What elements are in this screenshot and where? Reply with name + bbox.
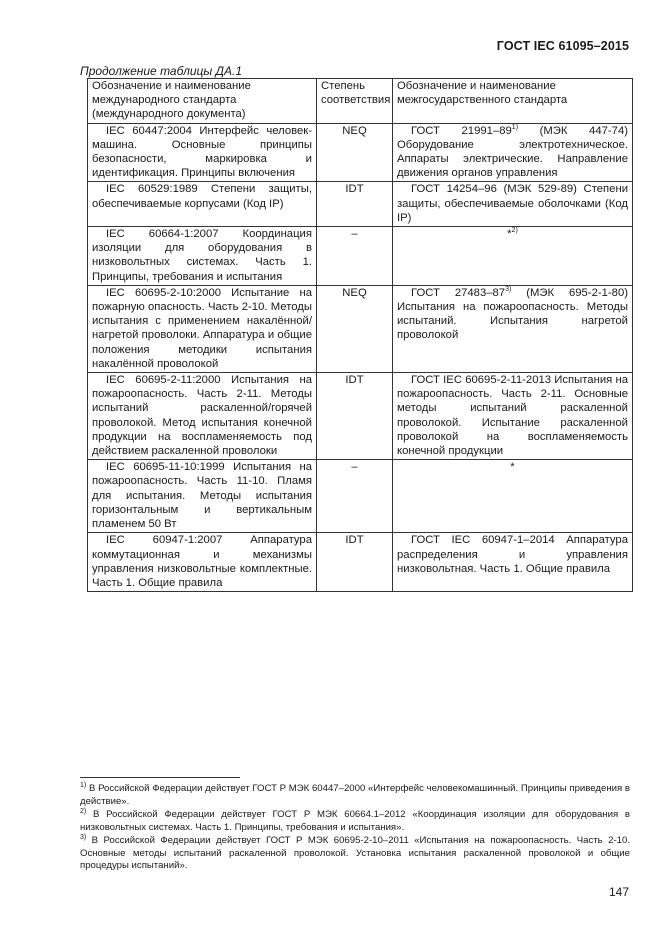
table-header-row	[88, 79, 633, 124]
header-international-standard: Обозначение и наименование международного стандарта (международного документа)	[88, 79, 317, 124]
gost-title: (МЭК 529-89) Степени защиты, обеспечиваемые оболочками (Код IP)	[397, 183, 628, 224]
footnote-text: В Российской Федерации действует ГОСТ Р МЭК 60447–2000 «Интерфейс человекомашинный. Принципы приведения в действие».	[80, 783, 630, 807]
cell-international-standard: IEC 60947-1:2007 Аппаратура коммутационная и механизмы управления низковольтные комплектные. Часть 1. Общие правила	[88, 533, 317, 592]
table-row	[88, 285, 633, 372]
cell-international-standard: IEC 60695-11-10:1999 Испытания на пожароопасность. Часть 11-10. Пламя для испытания. Методы испытания горизонтальным и вертикальным пламенем 50 Вт	[88, 460, 317, 533]
gost-code: ГОСТ IEC 60695-2-11-2013	[411, 374, 552, 387]
header-interstate-standard: Обозначение и наименование межгосударственного стандарта	[393, 79, 633, 124]
footnote-ref: 2)	[511, 227, 518, 235]
footnote-text: В Российской Федерации действует ГОСТ Р МЭК 60695-2-10–2011 «Испытания на пожароопасность. Часть 2-10. Основные методы испытаний раскаленной проволокой. Установка испытания раскаленной проволокой и общие процедуры испытаний».	[80, 835, 630, 871]
footnote	[80, 809, 630, 834]
table-caption: Продолжение таблицы ДА.1	[80, 64, 243, 78]
cell-international-standard: IEC 60664-1:2007 Координация изоляции для оборудования в низковольтных системах. Часть 1. Принципы, требования и испытания	[88, 227, 317, 286]
gost-code: *	[510, 461, 515, 474]
gost-code: *	[507, 228, 512, 241]
page-number: 147	[608, 885, 629, 899]
cell-interstate-standard	[393, 373, 633, 460]
footnote-ref: 1)	[511, 123, 519, 131]
gost-title: Испытания на пожароопасность. Часть 2-11. Основные методы испытаний раскаленной проволокой. Испытание раскаленной проволокой на воспламеняемость конечной продукции	[397, 374, 628, 458]
cell-international-standard: IEC 60695-2-10:2000 Испытание на пожарную опасность. Часть 2-10. Методы испытания с применением накалённой/нагретой проволоки. Аппаратура и общие положения методики испытания накалённой проволокой	[88, 285, 317, 372]
cell-interstate-standard	[393, 182, 633, 227]
table-row	[88, 373, 633, 460]
table-row	[88, 123, 633, 182]
header-degree-of-correspondence: Степень соответствия	[317, 79, 393, 124]
footnote-mark: 1)	[80, 781, 87, 789]
gost-code: ГОСТ 27483–87	[411, 286, 506, 299]
table-row	[88, 533, 633, 592]
cell-degree: NEQ	[317, 285, 393, 372]
gost-title: (МЭК 695-2-1-80) Испытания на пожароопасность. Методы испытаний. Испытания нагретой проволокой	[397, 286, 629, 342]
footnote-ref: 3)	[505, 286, 512, 294]
standards-table	[87, 78, 633, 592]
footnote	[80, 835, 630, 873]
gost-code: ГОСТ 21991–89	[411, 124, 512, 137]
document-code-header: ГОСТ IEC 61095–2015	[496, 39, 629, 53]
cell-degree: IDT	[317, 373, 393, 460]
table-row	[88, 182, 633, 227]
footnotes	[80, 783, 630, 874]
cell-interstate-standard	[393, 285, 633, 372]
table-row	[88, 227, 633, 286]
gost-title: (МЭК 447-74) Оборудование электротехническое. Аппараты электрические. Направление движения органов управления	[397, 124, 628, 180]
footnote-divider	[80, 777, 240, 778]
cell-interstate-standard	[393, 533, 633, 592]
cell-interstate-standard	[393, 123, 633, 182]
cell-degree: IDT	[317, 533, 393, 592]
cell-degree: IDT	[317, 182, 393, 227]
cell-interstate-standard	[393, 460, 633, 533]
gost-code: ГОСТ 14254–96	[411, 183, 497, 196]
footnote-text: В Российской Федерации действует ГОСТ Р МЭК 60664.1–2012 «Координация изоляции для оборудования в низковольтных системах. Часть 1. Принципы, требования и испытания».	[80, 809, 630, 833]
footnote	[80, 783, 630, 808]
footnote-mark: 3)	[80, 833, 87, 841]
cell-interstate-standard	[393, 227, 633, 286]
footnote-mark: 2)	[80, 807, 87, 815]
table-row	[88, 460, 633, 533]
gost-title: Аппаратура распределения и управления низковольтная. Часть 1. Общие правила	[397, 534, 629, 575]
cell-international-standard: IEC 60447:2004 Интерфейс человек-машина. Основные принципы безопасности, маркировка и идентификация. Принципы включения	[88, 123, 317, 182]
cell-degree: –	[317, 460, 393, 533]
cell-international-standard: IEC 60529:1989 Степени защиты, обеспечиваемые корпусами (Код IP)	[88, 182, 317, 227]
gost-code: ГОСТ IEC 60947-1–2014	[411, 534, 555, 547]
cell-degree: NEQ	[317, 123, 393, 182]
cell-degree: –	[317, 227, 393, 286]
cell-international-standard: IEC 60695-2-11:2000 Испытания на пожароопасность. Часть 2-11. Методы испытаний раскаленной/горячей проволокой. Метод испытания конечной продукции на воспламеняемость под действием раскаленной проволоки	[88, 373, 317, 460]
